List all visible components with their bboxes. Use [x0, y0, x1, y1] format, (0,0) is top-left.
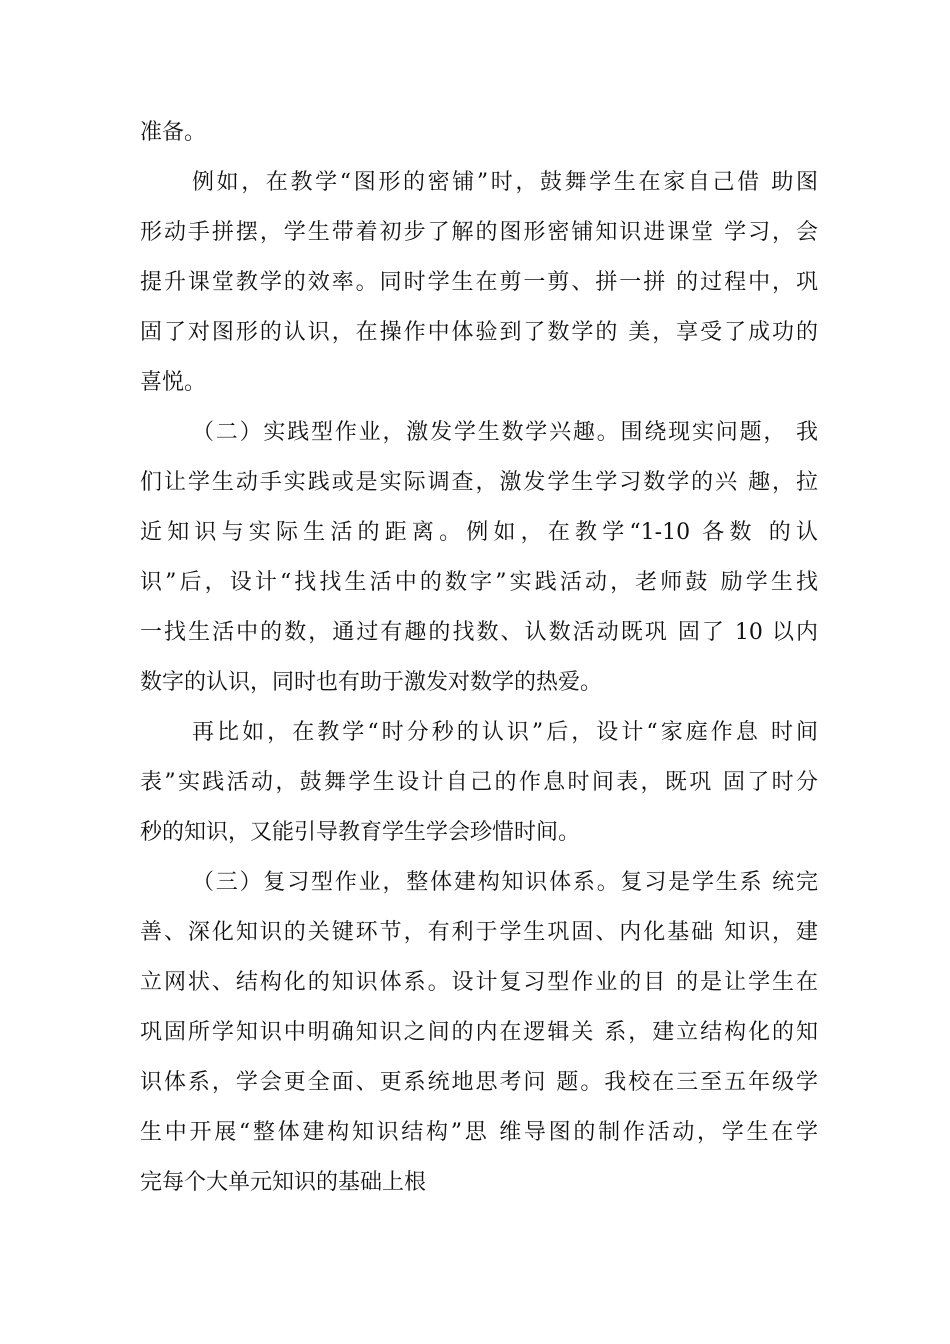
text-line-9: 近知识与实际生活的距离。例如，在教学“1-10 各数 的认	[140, 520, 818, 545]
text-line-1: 准备。	[140, 120, 207, 145]
text-line-6: 喜悦。	[140, 370, 207, 395]
text-line-2: 例如，在教学“图形的密铺”时，鼓舞学生在家自己借 助图	[192, 170, 818, 195]
text-line-14: 表”实践活动，鼓舞学生设计自己的作息时间表，既巩 固了时分	[140, 770, 818, 795]
text-line-10: 识”后，设计“找找生活中的数字”实践活动，老师鼓 励学生找	[140, 570, 818, 595]
text-line-19: 巩固所学知识中明确知识之间的内在逻辑关 系，建立结构化的知	[140, 1020, 818, 1045]
text-line-12: 数字的认识，同时也有助于激发对数学的热爱。	[140, 670, 603, 695]
text-line-16: （三）复习型作业，整体建构知识体系。复习是学生系 统完	[192, 870, 818, 895]
text-line-7: （二）实践型作业，激发学生数学兴趣。围绕现实问题， 我	[192, 420, 818, 445]
text-line-13: 再比如，在教学“时分秒的认识”后，设计“家庭作息 时间	[192, 720, 818, 745]
text-line-20: 识体系，学会更全面、更系统地思考问 题。我校在三至五年级学	[140, 1070, 818, 1095]
text-line-22: 完每个大单元知识的基础上根	[140, 1170, 427, 1195]
text-line-11: 一找生活中的数，通过有趣的找数、认数活动既巩 固了 10 以内	[140, 620, 818, 645]
text-line-5: 固了对图形的认识，在操作中体验到了数学的 美，享受了成功的	[140, 320, 818, 345]
text-line-8: 们让学生动手实践或是实际调查，激发学生学习数学的兴 趣，拉	[140, 470, 818, 495]
text-line-21: 生中开展“整体建构知识结构”思 维导图的制作活动，学生在学	[140, 1120, 818, 1145]
text-line-3: 形动手拼摆，学生带着初步了解的图形密铺知识进课堂 学习，会	[140, 220, 818, 245]
text-line-4: 提升课堂教学的效率。同时学生在剪一剪、拼一拼 的过程中，巩	[140, 270, 818, 295]
text-line-18: 立网状、结构化的知识体系。设计复习型作业的目 的是让学生在	[140, 970, 818, 995]
text-line-15: 秒的知识，又能引导教育学生学会珍惜时间。	[140, 820, 581, 845]
text-line-17: 善、深化知识的关键环节，有利于学生巩固、内化基础 知识，建	[140, 920, 818, 945]
